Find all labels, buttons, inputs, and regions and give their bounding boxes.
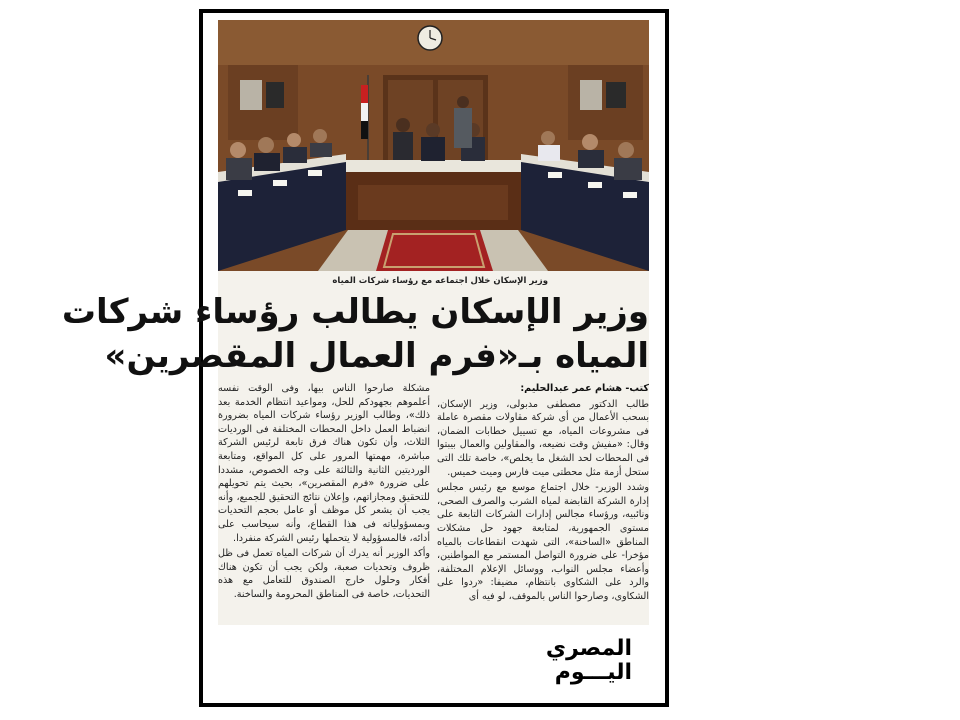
- meeting-photo: [218, 20, 649, 271]
- headline-line-2: المياه بـ«فرم العمال المقصرين»: [104, 336, 649, 376]
- paragraph: وأكد الوزير أنه يدرك أن شركات المياه تعمل فى ظل ظروف وتحديات صعبة، ولكن يجب أن تكون هناك أفكار وحلول خارج الصندوق للتعامل مع هذه التحديات، خاصة فى المناطق المحرومة والساخنة.: [218, 548, 430, 600]
- logo-line-1: المصري: [545, 636, 632, 661]
- article-column-left: [218, 382, 430, 604]
- article-column-right: [437, 382, 649, 606]
- photo-caption: وزير الإسكان خلال اجتماعه مع رؤساء شركات المياه: [332, 276, 548, 286]
- newspaper-clipping: [61, 20, 649, 625]
- newspaper-logo: [545, 636, 632, 685]
- logo-line-2: اليـــوم: [554, 660, 632, 685]
- paragraph: طالب الدكتور مصطفى مدبولى، وزير الإسكان، بسحب الأعمال من أى شركة مقاولات مقصرة عاملة فى مشروعات المياه، مع تسييل خطابات الضمان، وقال: «مفيش وقت نضيعه، والمقاولين والعمال بيبتوا فى المحطات لحد الشغل ما يخلص»، خاصة تلك التى ستحل أزمة مثل محطتى ميت فارس وميت خميس.: [437, 398, 649, 478]
- paragraph: مشكلة صارحوا الناس بيها، وفى الوقت نفسه أعلموهم بجهودكم للحل، ومواعيد انتظام الخدمة بعد ذلك»، وطالب الوزير رؤساء شركات المياه بضرورة انضباط العمل داخل المحطات المختلفة فى الورديات الثلاث، وأن تكون هناك فرق تابعة لرئيس الشركة مباشرة، مهمتها المرور على كل المواقع، ومتابعة الورديتين الثانية والثالثة على وجه الخصوص، مشددا على ضرورة «فرم المقصرين»، بحيث يتم تحويلهم للتحقيق ومجازاتهم، وإعلان نتائج التحقيق للجميع، وأنه يجب أن يشعر كل موظف أو عامل بحجم التحديات وبمسؤولياته فى هذا القطاع، وأنه سيحاسب على أدائه، فالمسؤولية لا يتحملها رئيس الشركة منفردا.: [218, 383, 430, 544]
- headline-line-1: وزير الإسكان يطالب رؤساء شركات: [61, 292, 649, 332]
- clipping-frame: [61, 9, 669, 707]
- headline: [61, 290, 649, 378]
- byline: كتب- هشام عمر عبدالحليم:: [520, 383, 649, 394]
- paragraph: وشدد الوزير- خلال اجتماع موسع مع رئيس مجلس إدارة الشركة القابضة لمياه الشرب والصرف الصحى، ونائبيه، ورؤساء مجالس إدارات الشركات التابعة على مستوى الجمهورية، لمتابعة جهود حل مشكلات المناطق «الساخنة»، التى شهدت انقطاعات بالمياه مؤخرا- على ضرورة التواصل المستمر مع المواطنين، وأعضاء مجلس النواب، ووسائل الإعلام المختلفة، والرد على الشكاوى بانتظام، مضيفا: «ردوا على الشكاوى، وصارحوا الناس بالموقف، لو فيه أى: [437, 482, 649, 602]
